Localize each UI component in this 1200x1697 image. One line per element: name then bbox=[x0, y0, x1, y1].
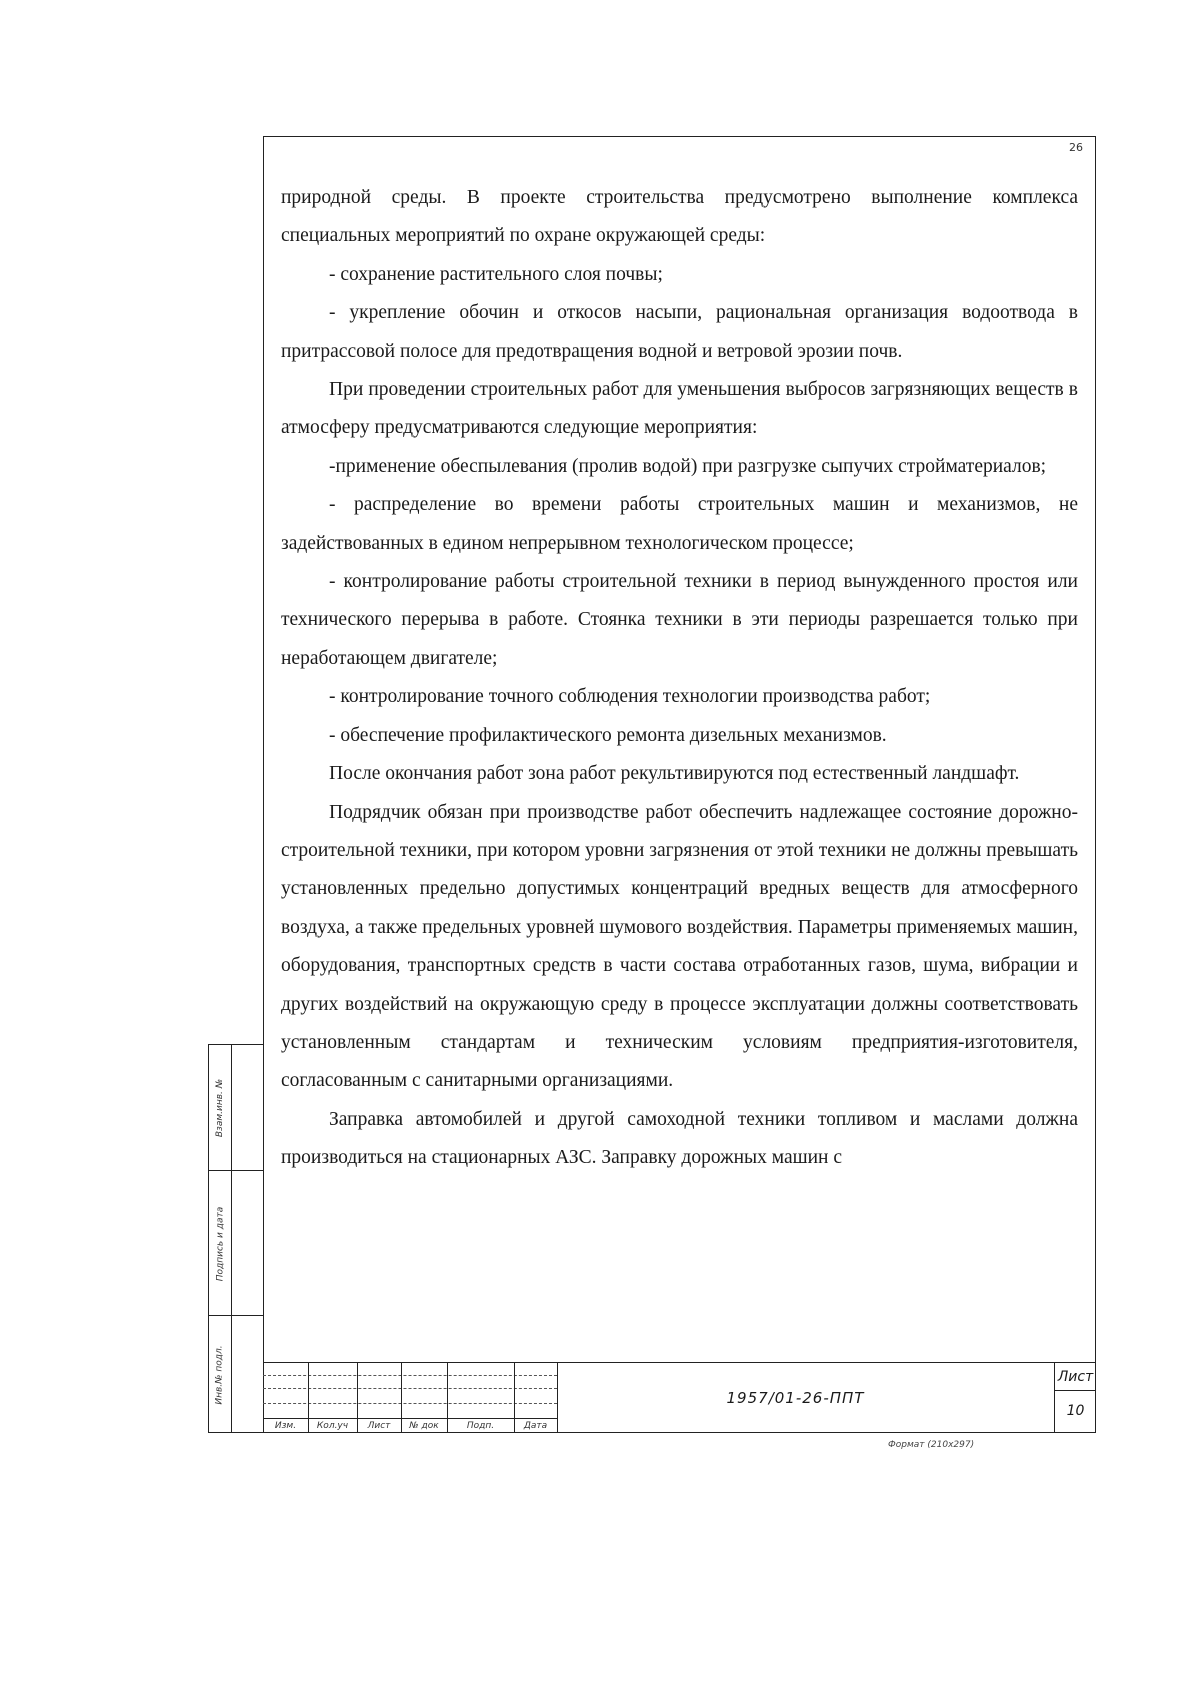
header-doc-no: № док bbox=[409, 1421, 439, 1431]
sheet-label: Лист bbox=[1055, 1363, 1096, 1391]
sheet-cell bbox=[1054, 1363, 1096, 1433]
header-date: Дата bbox=[523, 1421, 548, 1431]
sheet-number: 10 bbox=[1066, 1403, 1085, 1419]
side-stamp bbox=[208, 1044, 264, 1433]
page-frame bbox=[263, 136, 1096, 1433]
paragraph: Подрядчик обязан при производстве работ обеспечить надлежащее состояние дорожно-строительной техники, при котором уровни загрязнения от этой техники не должны превышать установленных предельно допустимых концентраций вредных веществ для атмосферного воздуха, а также предельных уровней шумового воздействия. Параметры применяемых машин, оборудования, транспортных средств в части состава отработанных газов, шума, вибрации и других воздействий на окружающую среду в процессе эксплуатации должны соответствовать установленным стандартам и техническим условиям предприятия-изготовителя, согласованным с санитарными организациями. bbox=[281, 801, 1078, 1092]
header-kol-uch: Кол.уч bbox=[316, 1421, 349, 1431]
paragraph: После окончания работ зона работ рекультивируются под естественный ландшафт. bbox=[329, 763, 1020, 785]
paragraph: - распределение во времени работы строительных машин и механизмов, не задействованных в едином непрерывном технологическом процессе; bbox=[281, 494, 1078, 554]
paragraph: - сохранение растительного слоя почвы; bbox=[329, 263, 663, 285]
paragraph: - укрепление обочин и откосов насыпи, рациональная организация водоотвода в притрассовой полосе для предотвращения водной и ветровой эрозии почв. bbox=[281, 302, 1078, 362]
page-number: 26 bbox=[1069, 141, 1083, 154]
side-label-sign-date: Подпись и дата bbox=[215, 1206, 225, 1281]
document-code: 1957/01-26-ППТ bbox=[557, 1363, 1033, 1433]
paragraph: -применение обеспылевания (пролив водой) при разгрузке сыпучих стройматериалов; bbox=[329, 455, 1047, 477]
paragraph: - контролирование точного соблюдения технологии производства работ; bbox=[329, 686, 931, 708]
body-text bbox=[281, 179, 1078, 1178]
format-note: Формат (210х297) bbox=[888, 1440, 975, 1450]
side-label-inv-replace: Взам.инв. № bbox=[215, 1078, 225, 1138]
header-list: Лист bbox=[367, 1421, 391, 1431]
revision-table bbox=[263, 1363, 557, 1433]
paragraph: - обеспечение профилактического ремонта дизельных механизмов. bbox=[329, 724, 887, 746]
paragraph: природной среды. В проекте строительства предусмотрено выполнение комплекса специальных мероприятий по охране окружающей среды: bbox=[281, 187, 1078, 247]
paragraph: При проведении строительных работ для уменьшения выбросов загрязняющих веществ в атмосферу предусматриваются следующие мероприятия: bbox=[281, 379, 1078, 439]
paragraph: Заправка автомобилей и другой самоходной техники топливом и маслами должна производиться на стационарных АЗС. Заправку дорожных машин с bbox=[281, 1108, 1078, 1169]
paragraph: - контролирование работы строительной техники в период вынужденного простоя или технического перерыва в работе. Стоянка техники в эти периоды разрешается только при неработающем двигателе; bbox=[281, 571, 1078, 669]
header-sign: Подп. bbox=[466, 1421, 495, 1431]
title-block bbox=[263, 1362, 1096, 1433]
side-label-inv-orig: Инв.№ подл. bbox=[215, 1345, 226, 1405]
header-izm: Изм. bbox=[274, 1421, 297, 1431]
